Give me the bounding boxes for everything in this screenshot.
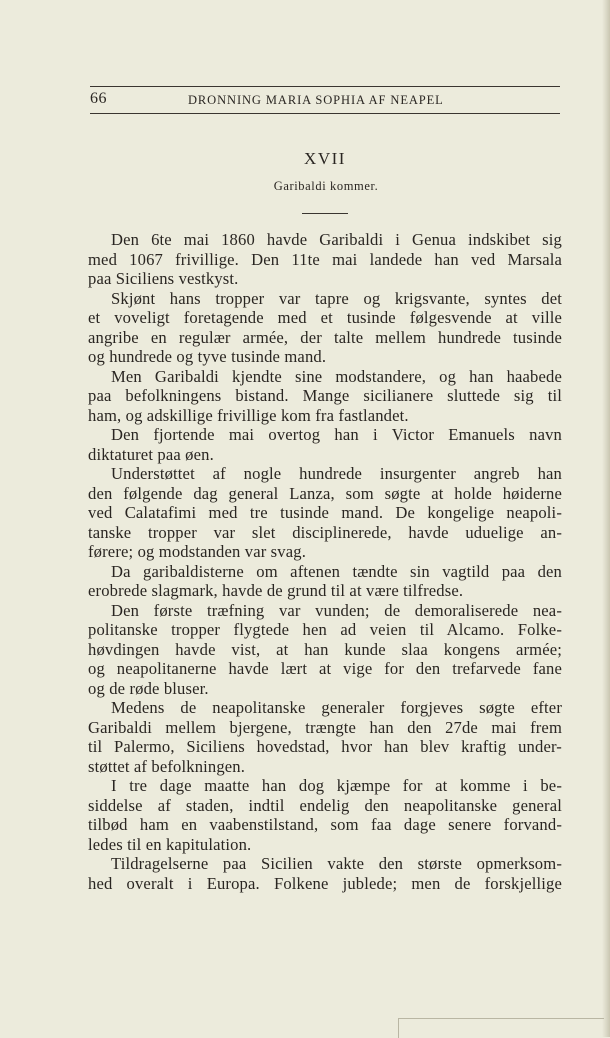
text-line: støttet af befolkningen. [88, 756, 246, 776]
text-line: paa befolkningens bistand. Mange sicilianere sluttede sig til [88, 386, 562, 405]
text-line: førere; og modstanden var svag. [88, 542, 306, 561]
chapter-number: XVII [304, 149, 346, 168]
body-text [88, 230, 562, 893]
text-line: hed overalt i Europa. Folkene jublede; men de forskjellige [88, 873, 562, 893]
page-number: 66 [90, 90, 107, 107]
running-header [90, 86, 560, 114]
text-line: tanske tropper var slet disciplinerede, havde uduelige an- [88, 522, 562, 542]
text-line: politanske tropper flygtede hen ad veien til Alcamo. Folke- [88, 620, 562, 639]
chapter-divider [302, 213, 348, 214]
page-bottom-mark [398, 1018, 604, 1038]
text-line: Da garibaldisterne om aftenen tændte sin vagtild paa den [111, 561, 562, 581]
text-line: ved Calatafimi med tre tusinde mand. De kongelige neapoli- [88, 503, 562, 522]
text-line: og neapolitanerne havde lært at vige for den trefarvede fane [88, 659, 562, 678]
text-line: Understøttet af nogle hundrede insurgenter angreb han [111, 464, 562, 483]
running-head-title: DRONNING MARIA SOPHIA AF NEAPEL [188, 93, 444, 107]
text-line: og de røde bluser. [88, 678, 209, 698]
text-line: Den fjortende mai overtog han i Victor Emanuels navn [111, 425, 562, 444]
text-line: Medens de neapolitanske generaler forgjeves søgte efter [111, 698, 562, 717]
text-line: Den 6te mai 1860 havde Garibaldi i Genua indskibet sig [111, 230, 562, 249]
text-line: Men Garibaldi kjendte sine modstandere, og han haabede [111, 366, 562, 386]
text-line: paa Siciliens vestkyst. [88, 269, 239, 288]
text-line: tilbød ham en vaabenstilstand, som faa dage senere forvand- [88, 815, 562, 834]
text-line: Tildragelserne paa Sicilien vakte den største opmerksom- [111, 854, 562, 873]
text-line: og hundrede og tyve tusinde mand. [88, 347, 327, 366]
text-line: med 1067 frivillige. Den 11te mai landede han ved Marsala [88, 249, 562, 269]
text-line: til Palermo, Siciliens hovedstad, hvor han blev kraftig under- [88, 737, 562, 756]
chapter-title: Garibaldi kommer. [273, 179, 379, 193]
text-line: den følgende dag general Lanza, som søgte at holde høiderne [88, 483, 562, 503]
text-line: diktaturet paa øen. [88, 444, 214, 464]
text-line: Skjønt hans tropper var tapre og krigsvante, syntes det [111, 288, 562, 308]
text-line: I tre dage maatte han dog kjæmpe for at komme i be- [111, 776, 562, 795]
text-line: Den første træfning var vunden; de demoraliserede nea- [111, 600, 562, 620]
text-line: erobrede slagmark, havde de grund til at være tilfredse. [88, 581, 464, 600]
text-line: ledes til en kapitulation. [88, 834, 252, 854]
text-line: høvdingen havde vist, at han kunde slaa kongens armée; [88, 639, 562, 659]
text-line: angribe en regulær armée, der talte mellem hundrede tusinde [88, 327, 562, 347]
text-line: ham, og adskillige frivillige kom fra fastlandet. [88, 405, 409, 425]
text-line: et voveligt foretagende med et tusinde følgesvende at ville [88, 308, 562, 327]
text-line: siddelse af staden, indtil endelig den neapolitanske general [88, 795, 562, 815]
text-line: Garibaldi mellem bjergene, trængte han den 27de mai frem [88, 717, 562, 737]
